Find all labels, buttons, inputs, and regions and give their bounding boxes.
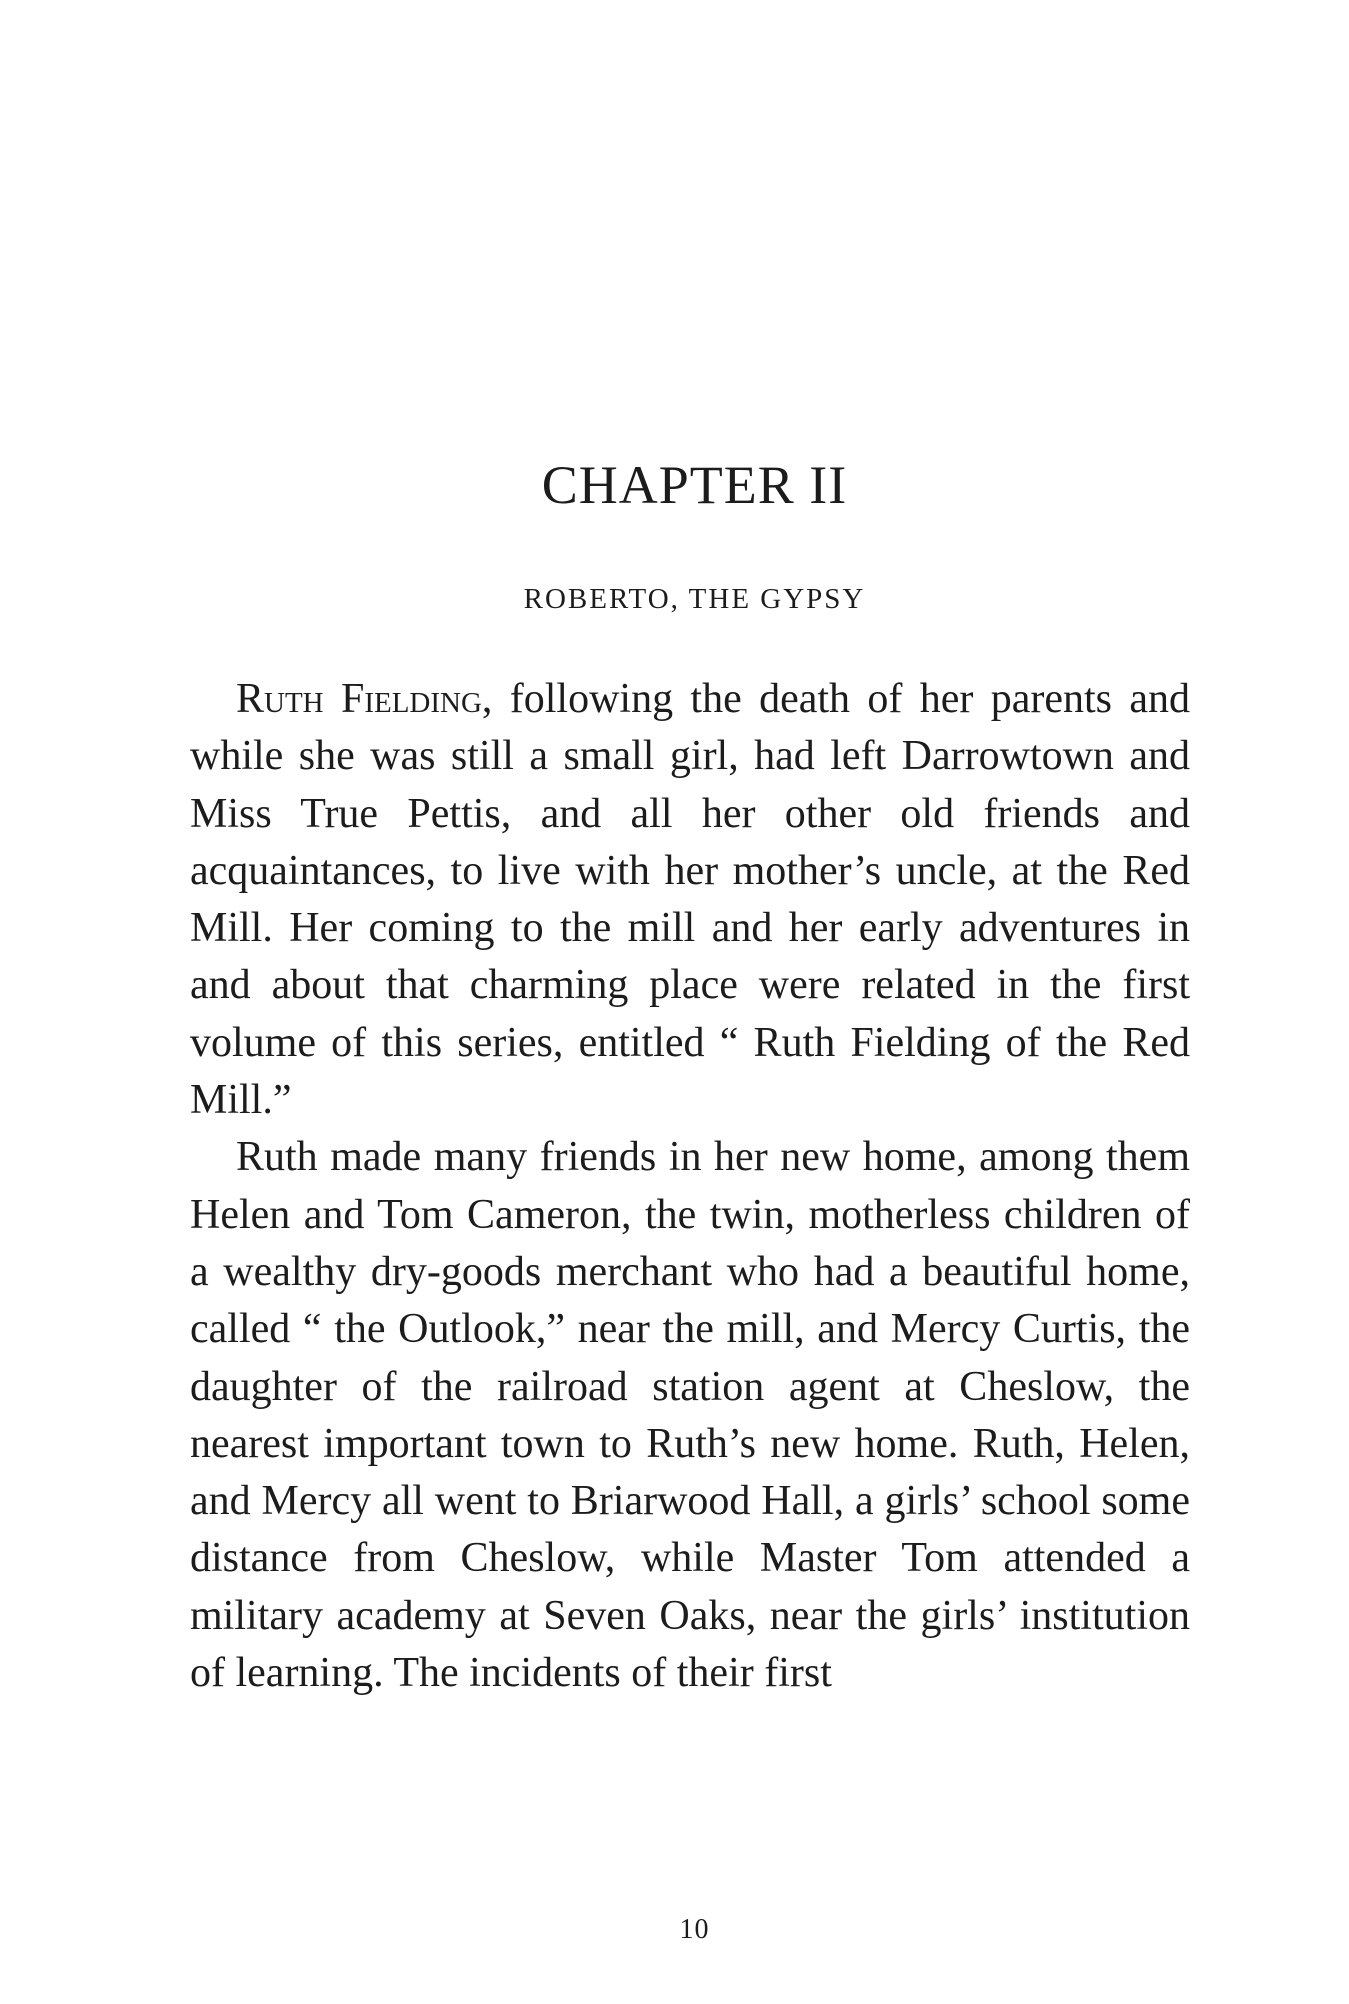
chapter-heading: CHAPTER II <box>541 455 848 515</box>
page-number: 10 <box>679 1914 710 1945</box>
paragraph-lead: Ruth Fielding, <box>236 676 493 722</box>
paragraph-text: Ruth made many friends in her new home, among them Helen and Tom Cameron, the twin, motherless children of a wealthy dry-goods merchant who had a beautiful home, called “ the Outlook,” near the mill, and Mercy Curtis, the daughter of the railroad station agent at Cheslow, the nearest important town to Ruth’s new home. Ruth, Helen, and Mercy all went to Briarwood Hall, a girls’ school some distance from Cheslow, while Master Tom attended a military academy at Seven Oaks, near the girls’ institution of learning. The incidents of their first <box>190 1134 1190 1697</box>
paragraph-text: following the death of her parents and while she was still a small girl, had left Darrowtown and Miss True Pettis, and all her other old friends and acquaintances, to live with her mother’s uncle, at the Red Mill. Her coming to the mill and her early adventures in and about that charming place were related in the first volume of this series, entitled “ Ruth Fielding of the Red Mill.” <box>190 676 1190 1124</box>
chapter-title: ROBERTO, THE GYPSY <box>523 583 866 615</box>
chapter-body <box>190 671 1190 1702</box>
paragraph-1 <box>190 671 1190 1129</box>
paragraph-2 <box>190 1129 1190 1702</box>
